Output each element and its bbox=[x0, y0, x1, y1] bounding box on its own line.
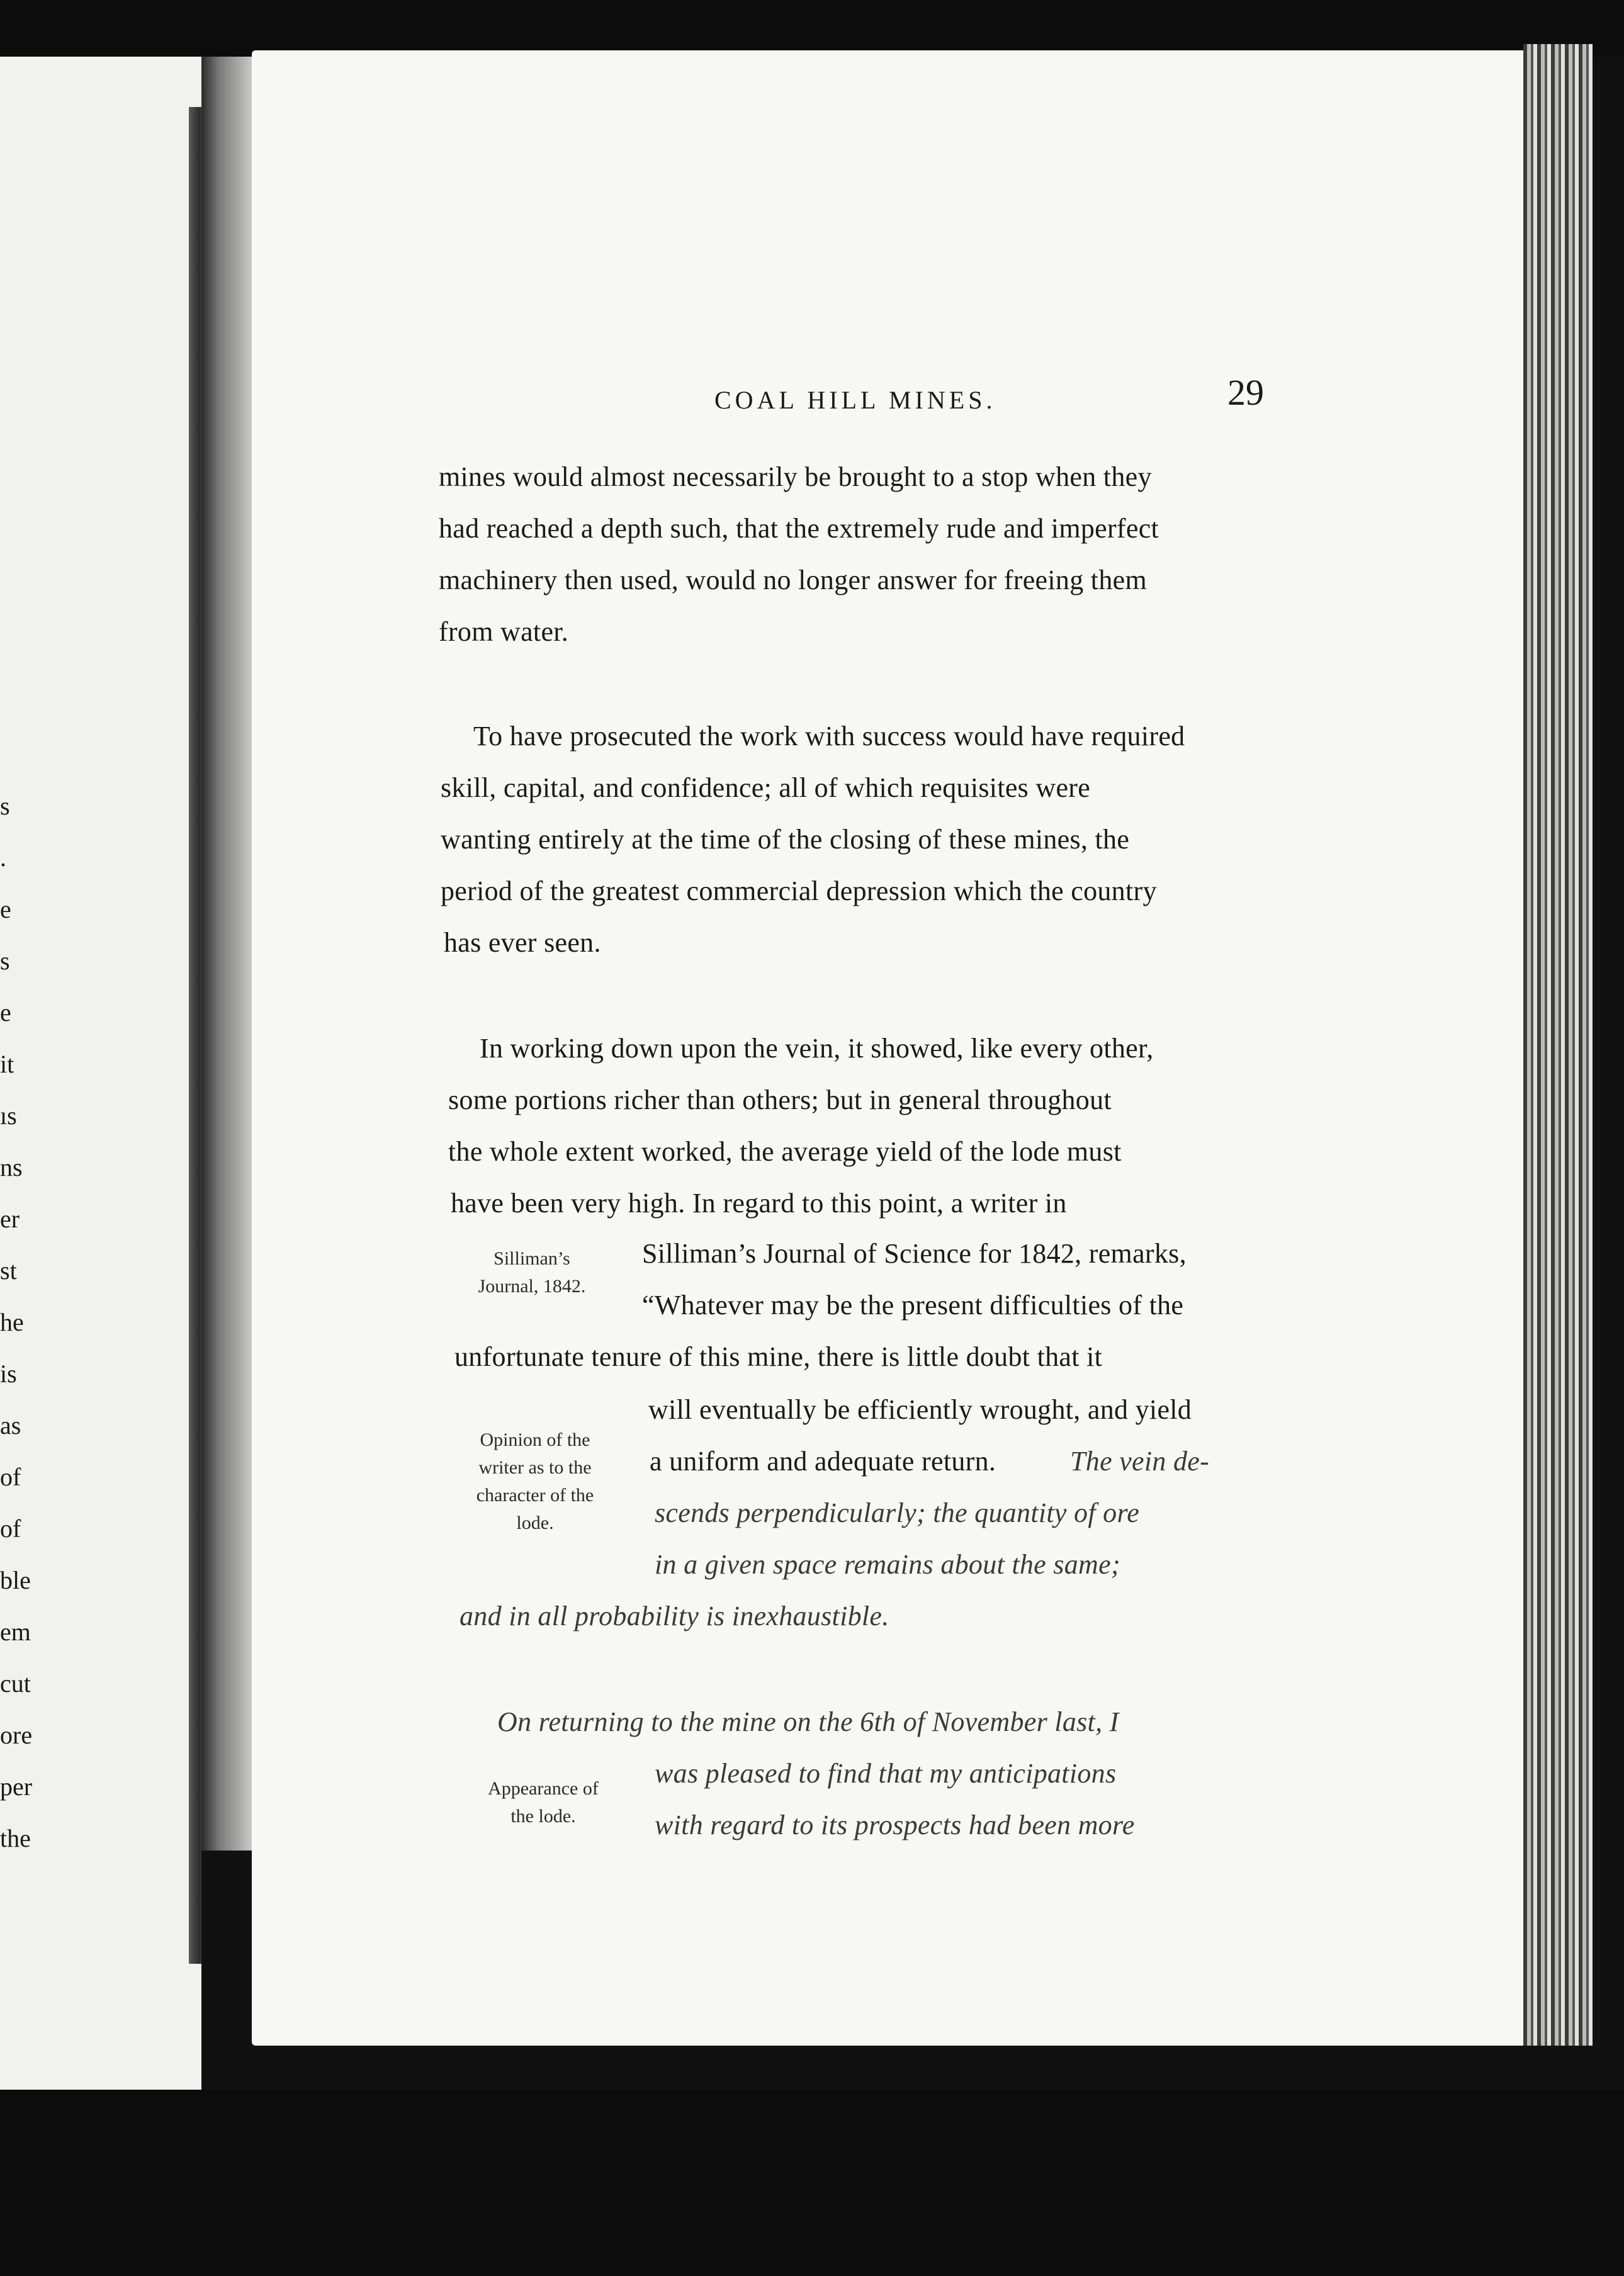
text-line: the whole extent worked, the average yield of the lode must bbox=[448, 1136, 1122, 1167]
page-number: 29 bbox=[1227, 372, 1264, 413]
text-line-italic: The vein de- bbox=[1070, 1446, 1210, 1477]
running-head: COAL HILL MINES. bbox=[714, 386, 996, 414]
fragment: of bbox=[0, 1514, 21, 1543]
fragment: ble bbox=[0, 1566, 31, 1594]
text-line: unfortunate tenure of this mine, there is little doubt that it bbox=[454, 1341, 1103, 1372]
sidenote-line: the lode. bbox=[510, 1806, 576, 1827]
fragment: as bbox=[0, 1411, 21, 1439]
text-line-italic: with regard to its prospects had been more bbox=[655, 1810, 1135, 1840]
sidenote-sillimans-journal bbox=[450, 1245, 614, 1300]
sidenote-line: character of the bbox=[476, 1485, 594, 1506]
sidenote-line: Silliman’s bbox=[493, 1248, 570, 1269]
sidenote-line: writer as to the bbox=[478, 1457, 592, 1478]
text-line: period of the greatest commercial depression which the country bbox=[441, 876, 1157, 906]
text-line-italic: was pleased to find that my anticipations bbox=[655, 1758, 1117, 1789]
text-line: Silliman’s Journal of Science for 1842, remarks, bbox=[642, 1238, 1187, 1269]
text-line: To have prosecuted the work with success would have required bbox=[473, 721, 1185, 752]
fragment: he bbox=[0, 1308, 24, 1336]
fragment: the bbox=[0, 1824, 31, 1852]
fragment: er bbox=[0, 1205, 20, 1233]
fragment: st bbox=[0, 1256, 17, 1285]
text-line: skill, capital, and confidence; all of which requisites were bbox=[441, 772, 1091, 803]
fragment: cut bbox=[0, 1669, 31, 1698]
fragment: . bbox=[0, 843, 6, 872]
text-line: had reached a depth such, that the extremely rude and imperfect bbox=[439, 513, 1159, 544]
text-line: some portions richer than others; but in general throughout bbox=[448, 1084, 1112, 1115]
text-line: has ever seen. bbox=[444, 927, 601, 958]
sidenote-line: lode. bbox=[516, 1513, 554, 1533]
text-line: In working down upon the vein, it showed, like every other, bbox=[480, 1033, 1154, 1064]
fragment: ıs bbox=[0, 1101, 17, 1130]
text-line-italic: in a given space remains about the same; bbox=[655, 1549, 1120, 1580]
text-line: from water. bbox=[439, 616, 569, 647]
fragment: s bbox=[0, 947, 10, 975]
sidenote-line: Opinion of the bbox=[480, 1429, 590, 1450]
sidenote-appearance-of-lode bbox=[458, 1775, 628, 1830]
sidenote-line: Appearance of bbox=[488, 1778, 599, 1799]
fragment: of bbox=[0, 1463, 21, 1491]
fragment: e bbox=[0, 895, 11, 923]
fragment: e bbox=[0, 998, 11, 1027]
text-line: will eventually be efficiently wrought, and yield bbox=[648, 1394, 1192, 1425]
fragment: ns bbox=[0, 1153, 23, 1181]
text-line-italic: On returning to the mine on the 6th of November last, I bbox=[497, 1706, 1119, 1737]
text-line: “Whatever may be the present difficulties of the bbox=[642, 1290, 1184, 1321]
text-line: a uniform and adequate return. bbox=[650, 1446, 996, 1477]
fragment: s bbox=[0, 792, 10, 820]
text-line-italic: and in all probability is inexhaustible. bbox=[460, 1601, 889, 1631]
sidenote-line: Journal, 1842. bbox=[478, 1276, 586, 1297]
fragment: it bbox=[0, 1050, 14, 1078]
text-line: wanting entirely at the time of the closing of these mines, the bbox=[441, 824, 1130, 855]
text-line-italic: scends perpendicularly; the quantity of ore bbox=[655, 1497, 1140, 1528]
text-line: mines would almost necessarily be brought to a stop when they bbox=[439, 461, 1152, 492]
fragment: em bbox=[0, 1618, 31, 1646]
sidenote-opinion-of-writer bbox=[450, 1426, 620, 1537]
fragment: per bbox=[0, 1772, 33, 1801]
fragment: ore bbox=[0, 1721, 33, 1749]
text-line: have been very high. In regard to this point, a writer in bbox=[451, 1188, 1067, 1219]
fragment: is bbox=[0, 1360, 17, 1388]
text-line: machinery then used, would no longer answer for freeing them bbox=[439, 565, 1147, 595]
